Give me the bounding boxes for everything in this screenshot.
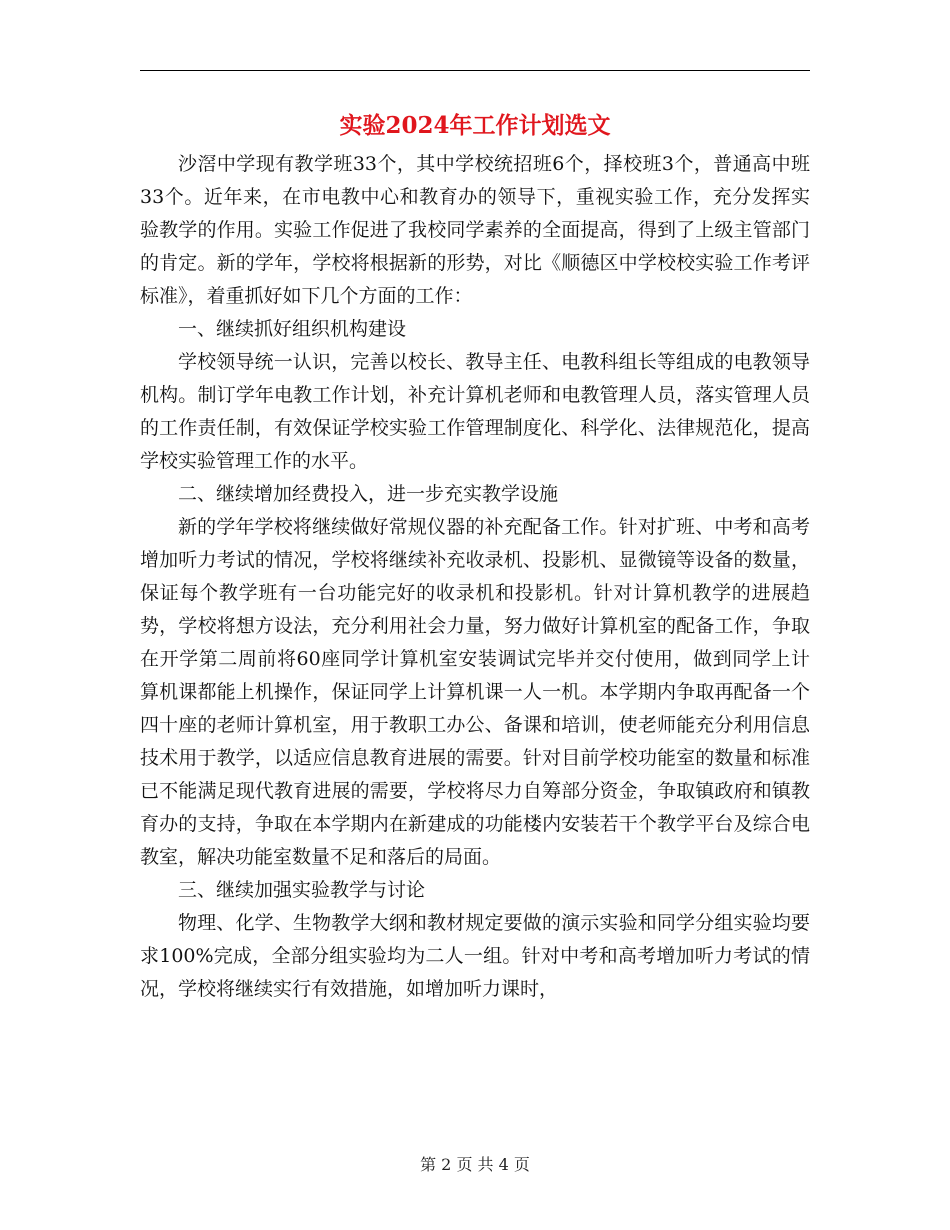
document-body [140, 148, 810, 1006]
intro-paragraph: 沙滘中学现有教学班33个，其中学校统招班6个，择校班3个，普通高中班33个。近年来，在市电教中心和教育办的领导下，重视实验工作，充分发挥实验教学的作用。实验工作促进了我校同学素养的全面提高，得到了上级主管部门的肯定。新的学年，学校将根据新的形势，对比《顺德区中学校校实验工作考评标准》，着重抓好如下几个方面的工作： [140, 153, 810, 307]
section-paragraph-1: 学校领导统一认识，完善以校长、教导主任、电教科组长等组成的电教领导机构。制订学年电教工作计划，补充计算机老师和电教管理人员，落实管理人员的工作责任制，有效保证学校实验工作管理制度化、科学化、法律规范化，提高学校实验管理工作的水平。 [140, 351, 810, 472]
section-heading-3: 三、继续加强实验教学与讨论 [178, 879, 426, 901]
header-rule [140, 70, 810, 71]
section-paragraph-3: 物理、化学、生物教学大纲和教材规定要做的演示实验和同学分组实验均要求100%完成，全部分组实验均为二人一组。针对中考和高考增加听力考试的情况，学校将继续实行有效措施，如增加听力课时， [140, 912, 810, 1000]
page-number-footer: 第 2 页 共 4 页 [420, 1155, 530, 1174]
section-heading-1: 一、继续抓好组织机构建设 [178, 318, 407, 340]
section-heading-2: 二、继续增加经费投入，进一步充实教学设施 [178, 483, 559, 505]
document-title: 实验2024年工作计划选文 [339, 112, 611, 139]
section-paragraph-2: 新的学年学校将继续做好常规仪器的补充配备工作。针对扩班、中考和高考增加听力考试的情况，学校将继续补充收录机、投影机、显微镜等设备的数量，保证每个教学班有一台功能完好的收录机和投影机。针对计算机教学的进展趋势，学校将想方设法，充分利用社会力量，努力做好计算机室的配备工作，争取在开学第二周前将60座同学计算机室安装调试完毕并交付使用，做到同学上计算机课都能上机操作，保证同学上计算机课一人一机。本学期内争取再配备一个四十座的老师计算机室，用于教职工办公、备课和培训，使老师能充分利用信息技术用于教学，以适应信息教育进展的需要。针对目前学校功能室的数量和标准已不能满足现代教育进展的需要，学校将尽力自筹部分资金，争取镇政府和镇教育办的支持，争取在本学期内在新建成的功能楼内安装若干个教学平台及综合电教室，解决功能室数量不足和落后的局面。 [140, 516, 810, 868]
